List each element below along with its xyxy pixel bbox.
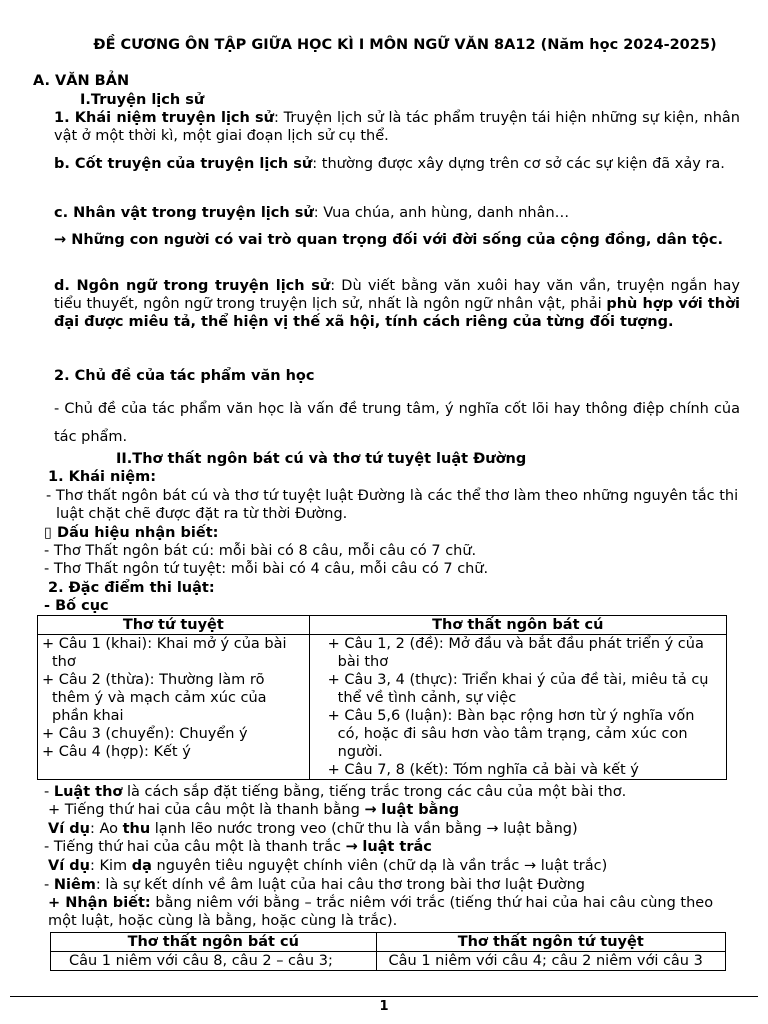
paragraph-theme: - Chủ đề của tác phẩm văn học là vấn đề trung tâm, ý nghĩa cốt lõi hay thông điệp chính của tác phẩm.: [54, 401, 740, 445]
structure-table: [37, 615, 727, 780]
cell-line: + Câu 3 (chuyển): Chuyển ý: [42, 726, 248, 742]
signs-item-2: - Thơ Thất ngôn tứ tuyệt: mỗi bài có 4 câu, mỗi câu có 7 chữ.: [44, 561, 489, 577]
paragraph-label: 1. Khái niệm truyện lịch sử: [54, 110, 274, 126]
paragraph-emphasis: luật bằng: [381, 802, 460, 818]
table-row: [51, 952, 726, 971]
table-cell: [51, 952, 377, 971]
table-header-cell: Thơ thất ngôn bát cú: [51, 933, 377, 952]
bullet-text: Thơ Thất ngôn tứ tuyệt: mỗi bài có 4 câu, mỗi câu có 7 chữ.: [53, 561, 489, 577]
example-text: : Kim: [89, 858, 132, 874]
table-header-cell: Thơ thất ngôn bát cú: [309, 616, 726, 635]
cell-line: + Câu 3, 4 (thực): Triển khai ý của đề tài, miêu tả cụ thể về tình cảnh, sự việc: [327, 672, 709, 706]
section-a-heading: A. VĂN BẢN: [33, 73, 130, 89]
paragraph-label: Luật thơ: [53, 784, 123, 800]
meter-definition: - Luật thơ là cách sắp đặt tiếng bằng, tiếng trắc trong các câu của một bài thơ.: [44, 784, 627, 800]
concept-text: - Thơ thất ngôn bát cú và thơ tứ tuyệt luật Đường là các thể thơ làm theo những nguyên tắc thi luật chặt chẽ được đặt ra từ thời Đường.: [46, 488, 739, 522]
bullet-square-icon: ▯: [44, 525, 52, 541]
arrow-icon: →: [523, 858, 537, 874]
paragraph-text: Tiếng thứ hai của câu một là thanh trắc: [53, 839, 346, 855]
cell-line: + Câu 2 (thừa): Thường làm rõ thêm ý và mạch cảm xúc của phần khai: [42, 672, 267, 724]
arrow-icon: →: [54, 232, 67, 248]
table-cell: [309, 635, 726, 780]
prosody-heading: 2. Đặc điểm thi luật:: [48, 580, 215, 596]
example-word: dạ: [131, 858, 152, 874]
cell-line: + Câu 7, 8 (kết): Tóm nghĩa cả bài và kết ý: [327, 762, 639, 778]
cell-line: + Câu 5,6 (luận): Bàn bạc rộng hơn từ ý nghĩa vốn có, hoặc đi sâu hơn vào tâm trạng, cảm xúc con người.: [327, 708, 695, 760]
page-number: 1: [379, 999, 389, 1014]
heading-text: Dấu hiệu nhận biết:: [57, 525, 219, 541]
arrow-icon: →: [364, 802, 377, 818]
paragraph-label: b. Cốt truyện của truyện lịch sử: [54, 156, 313, 172]
paragraph-emphasis: luật trắc: [362, 839, 432, 855]
example-word: thu: [122, 821, 151, 837]
example-text: luật trắc): [536, 858, 608, 874]
paragraph-text: bằng niêm với bằng – trắc niêm với trắc (tiếng thứ hai của hai câu cùng theo một luật, hoặc cùng là bằng, hoặc cùng là trắc).: [48, 895, 714, 929]
paragraph-text: : là sự kết dính về âm luật của hai câu thơ trong bài thơ luật Đường: [95, 877, 585, 893]
cell-line: + Câu 1, 2 (đề): Mở đầu và bắt đầu phát triển ý của bài thơ: [327, 636, 704, 670]
paragraph-label: c. Nhân vật trong truyện lịch sử: [54, 205, 314, 221]
cell-line: + Câu 4 (hợp): Kết ý: [42, 744, 191, 760]
cell-line: Câu 1 niêm với câu 8, câu 2 – câu 3;: [69, 953, 333, 969]
niem-table: [50, 932, 726, 971]
paragraph-text: : Dù viết bằng văn xuôi hay văn vần, truyện ngắn hay tiểu thuyết, ngôn ngữ trong truyện lịch sử, nhất là ngôn ngữ nhân vật, phải: [54, 278, 741, 312]
signs-item-1: - Thơ Thất ngôn bát cú: mỗi bài có 8 câu, mỗi câu có 7 chữ.: [44, 543, 477, 559]
bullet-text: Thơ thất ngôn bát cú và thơ tứ tuyệt luật Đường là các thể thơ làm theo những nguyên tắc thi luật chặt chẽ được đặt ra từ thời Đường.: [55, 488, 739, 522]
cell-line: + Câu 1 (khai): Khai mở ý của bài thơ: [42, 636, 287, 670]
table-header-cell: Thơ tứ tuyệt: [38, 616, 310, 635]
heading-text: Bố cục: [55, 598, 109, 614]
paragraph-plot: [54, 155, 740, 173]
table-header-row: [51, 933, 726, 952]
signs-heading: [44, 524, 218, 542]
example-level: [48, 820, 744, 838]
niem-definition: - Niêm: là sự kết dính về âm luật của hai câu thơ trong bài thơ luật Đường: [44, 877, 585, 893]
niem-recognition: [48, 894, 740, 930]
theme-heading: 2. Chủ đề của tác phẩm văn học: [54, 368, 315, 384]
footer-divider: [10, 996, 758, 997]
paragraph-text: Những con người có vai trò quan trọng đối với đời sống của cộng đồng, dân tộc.: [71, 232, 723, 248]
paragraph-emphasis: phù hợp với thời đại được miêu tả, thể hiện vị thế xã hội, tính cách riêng của từng đối tượng.: [54, 296, 740, 330]
structure-heading: - Bố cục: [44, 598, 109, 614]
arrow-icon: →: [486, 821, 499, 837]
paragraph-characters-role: [54, 231, 740, 249]
meter-level-rule: [48, 801, 744, 819]
paragraph-label: Niêm: [53, 877, 96, 893]
table-cell: [376, 952, 725, 971]
table-header-row: [38, 616, 727, 635]
paragraph-label: + Nhận biết:: [48, 895, 151, 911]
table-cell: [38, 635, 310, 780]
concept-heading: 1. Khái niệm:: [48, 469, 157, 485]
paragraph-characters: [54, 204, 740, 222]
part-2-heading: II.Thơ thất ngôn bát cú và thơ tứ tuyệt luật Đường: [116, 451, 527, 467]
table-row: [38, 635, 727, 780]
example-text: luật bằng): [498, 821, 578, 837]
part-1-heading: I.Truyện lịch sử: [80, 92, 205, 108]
paragraph-text: : Truyện lịch sử là tác phẩm truyện tái hiện những sự kiện, nhân vật ở một thời kì, một giai đoạn lịch sử cụ thể.: [54, 110, 740, 144]
example-label: Ví dụ: [48, 821, 90, 837]
bullet-text: Thơ Thất ngôn bát cú: mỗi bài có 8 câu, mỗi câu có 7 chữ.: [53, 543, 477, 559]
paragraph-text: là cách sắp đặt tiếng bằng, tiếng trắc trong các câu của một bài thơ.: [122, 784, 627, 800]
page-title: ĐỀ CƯƠNG ÔN TẬP GIỮA HỌC KÌ I MÔN NGỮ VĂN 8A12 (Năm học 2024-2025): [93, 37, 717, 53]
example-oblique: [48, 857, 744, 875]
example-text: nguyên tiêu nguyệt chính viên (chữ dạ là vần trắc: [151, 858, 524, 874]
cell-line: Câu 1 niêm với câu 4; câu 2 niêm với câu 3: [388, 953, 703, 969]
example-label: Ví dụ: [48, 858, 90, 874]
paragraph-text: + Tiếng thứ hai của câu một là thanh bằng: [48, 802, 365, 818]
paragraph-text: : Vua chúa, anh hùng, danh nhân…: [313, 205, 570, 221]
paragraph-text: : thường được xây dựng trên cơ sở các sự kiện đã xảy ra.: [312, 156, 725, 172]
paragraph-definition: [54, 109, 740, 145]
meter-oblique-rule: - Tiếng thứ hai của câu một là thanh trắc → luật trắc: [44, 839, 432, 855]
example-text: : Ao: [89, 821, 123, 837]
paragraph-language: [54, 277, 740, 331]
arrow-icon: →: [345, 839, 358, 855]
example-text: lạnh lẽo nước trong veo (chữ thu là vần bằng: [150, 821, 487, 837]
table-header-cell: Thơ thất ngôn tứ tuyệt: [376, 933, 725, 952]
paragraph-label: d. Ngôn ngữ trong truyện lịch sử: [54, 278, 331, 294]
